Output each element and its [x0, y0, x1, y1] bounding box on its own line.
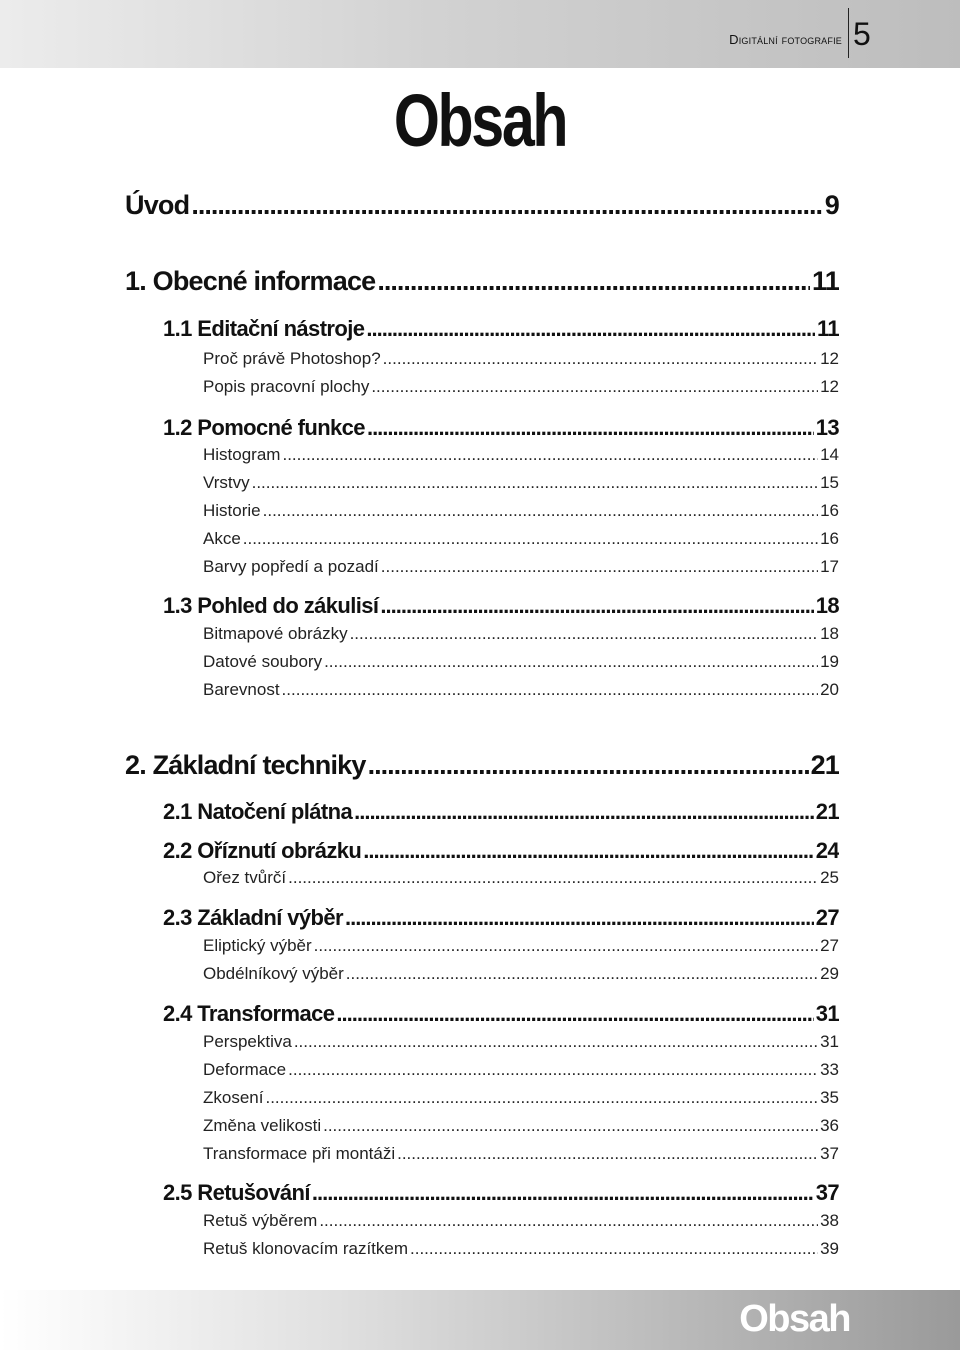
toc-entry-page: 16: [820, 501, 839, 520]
toc-entry-label: 1.3 Pohled do zákulisí: [163, 593, 379, 618]
toc-subsection: [203, 936, 839, 956]
page-number: 5: [853, 16, 871, 52]
toc-leader-dots: [367, 415, 814, 441]
toc-subsection: [203, 1144, 839, 1164]
toc-entry-page: 27: [815, 905, 839, 930]
toc-entry-label: Změna velikosti: [203, 1116, 322, 1135]
toc-entry-label: Perspektiva: [203, 1032, 292, 1051]
toc-subsection: [203, 1032, 839, 1052]
toc-entry-label: Retuš klonovacím razítkem: [203, 1239, 409, 1258]
toc-subsection: [203, 1211, 839, 1231]
toc-leader-dots: [324, 652, 818, 672]
toc-subsection: [203, 349, 839, 369]
toc-chapter: [125, 266, 839, 297]
toc-leader-dots: [243, 529, 818, 549]
toc-subsection: [203, 1239, 839, 1259]
toc-entry-label: 2.1 Natočení plátna: [163, 799, 353, 824]
toc-entry-page: 27: [820, 936, 839, 955]
toc-entry-label: Proč právě Photoshop?: [203, 349, 381, 368]
toc-entry-label: Historie: [203, 501, 261, 520]
toc-leader-dots: [252, 473, 818, 493]
toc-entry-page: 33: [820, 1060, 839, 1079]
toc-entry-page: 15: [820, 473, 839, 492]
toc-leader-dots: [350, 624, 819, 644]
toc-leader-dots: [288, 868, 818, 888]
toc-section: [163, 905, 839, 931]
toc-leader-dots: [336, 1001, 813, 1027]
toc-section: [163, 838, 839, 864]
toc-entry-page: 29: [820, 964, 839, 983]
toc-entry-page: 35: [820, 1088, 839, 1107]
toc-leader-dots: [410, 1239, 818, 1259]
toc-entry-page: 18: [815, 593, 839, 618]
toc-entry-label: Transformace při montáži: [203, 1144, 396, 1163]
toc-chapter: [125, 190, 839, 221]
toc-leader-dots: [354, 799, 814, 825]
toc-leader-dots: [282, 445, 818, 465]
toc-entry-page: 11: [816, 316, 839, 341]
toc-section: [163, 593, 839, 619]
toc-subsection: [203, 557, 839, 577]
toc-entry-label: Deformace: [203, 1060, 287, 1079]
toc-entry-page: 24: [815, 838, 839, 863]
toc-leader-dots: [380, 593, 813, 619]
toc-subsection: [203, 1060, 839, 1080]
toc-entry-label: Barvy popředí a pozadí: [203, 557, 379, 576]
toc-entry-page: 37: [820, 1144, 839, 1163]
toc-entry-label: Datové soubory: [203, 652, 323, 671]
toc-section: [163, 799, 839, 825]
toc-leader-dots: [377, 266, 810, 297]
toc-section: [163, 316, 839, 342]
toc-entry-label: 2.2 Oříznutí obrázku: [163, 838, 362, 863]
header-divider: [848, 8, 849, 58]
footer-section-title: Obsah: [739, 1298, 850, 1340]
toc-leader-dots: [346, 964, 818, 984]
toc-subsection: [203, 1088, 839, 1108]
toc-section: [163, 1001, 839, 1027]
running-title: Digitální fotografie: [729, 32, 842, 47]
toc-section: [163, 1180, 839, 1206]
toc-leader-dots: [294, 1032, 818, 1052]
toc-entry-page: 25: [820, 868, 839, 887]
toc-subsection: [203, 529, 839, 549]
toc-entry-label: Úvod: [125, 190, 190, 220]
toc-entry-label: Obdélníkový výběr: [203, 964, 344, 983]
toc-entry-label: 1. Obecné informace: [125, 266, 376, 296]
toc-entry-page: 14: [820, 445, 839, 464]
toc-leader-dots: [265, 1088, 818, 1108]
toc-subsection: [203, 868, 839, 888]
toc-entry-page: 17: [820, 557, 839, 576]
toc-entry-page: 36: [820, 1116, 839, 1135]
toc-entry-page: 9: [824, 190, 839, 220]
toc-entry-page: 20: [820, 680, 839, 699]
toc-leader-dots: [345, 905, 814, 931]
toc-subsection: [203, 473, 839, 493]
toc-leader-dots: [363, 838, 813, 864]
toc-subsection: [203, 652, 839, 672]
toc-leader-dots: [263, 501, 818, 521]
toc-entry-label: Popis pracovní plochy: [203, 377, 370, 396]
toc-chapter: [125, 750, 839, 781]
toc-leader-dots: [312, 1180, 814, 1206]
toc-entry-page: 19: [820, 652, 839, 671]
page-title: Obsah: [393, 79, 567, 162]
toc-entry-label: Zkosení: [203, 1088, 264, 1107]
toc-leader-dots: [282, 680, 819, 700]
toc-entry-page: 12: [820, 377, 839, 396]
toc-entry-page: 11: [812, 266, 839, 296]
toc-entry-label: Eliptický výběr: [203, 936, 312, 955]
toc-entry-label: 1.2 Pomocné funkce: [163, 415, 365, 440]
toc-entry-page: 31: [820, 1032, 839, 1051]
toc-leader-dots: [381, 557, 818, 577]
toc-leader-dots: [366, 316, 815, 342]
toc-entry-label: Vrstvy: [203, 473, 250, 492]
toc-subsection: [203, 501, 839, 521]
toc-subsection: [203, 1116, 839, 1136]
toc-entry-page: 12: [820, 349, 839, 368]
toc-entry-page: 21: [815, 799, 839, 824]
toc-entry-page: 16: [820, 529, 839, 548]
toc-subsection: [203, 445, 839, 465]
toc-entry-label: 2. Základní techniky: [125, 750, 366, 780]
toc-entry-page: 18: [820, 624, 839, 643]
toc-entry-page: 38: [820, 1211, 839, 1230]
toc-leader-dots: [371, 377, 818, 397]
toc-entry-page: 37: [815, 1180, 839, 1205]
toc-leader-dots: [323, 1116, 818, 1136]
toc-entry-label: 1.1 Editační nástroje: [163, 316, 365, 341]
toc-leader-dots: [397, 1144, 818, 1164]
toc-entry-label: Barevnost: [203, 680, 280, 699]
toc-entry-label: Retuš výběrem: [203, 1211, 318, 1230]
toc-entry-label: 2.3 Základní výběr: [163, 905, 343, 930]
toc-entry-page: 39: [820, 1239, 839, 1258]
toc-entry-label: 2.4 Transformace: [163, 1001, 335, 1026]
toc-entry-label: Histogram: [203, 445, 281, 464]
toc-leader-dots: [383, 349, 818, 369]
toc-subsection: [203, 624, 839, 644]
toc-leader-dots: [288, 1060, 818, 1080]
toc-leader-dots: [319, 1211, 818, 1231]
toc-entry-label: Ořez tvůrčí: [203, 868, 287, 887]
toc-subsection: [203, 680, 839, 700]
toc-entry-page: 13: [815, 415, 839, 440]
toc-subsection: [203, 377, 839, 397]
toc-entry-label: Akce: [203, 529, 241, 548]
toc-leader-dots: [314, 936, 818, 956]
toc-leader-dots: [368, 750, 809, 781]
toc-subsection: [203, 964, 839, 984]
toc-section: [163, 415, 839, 441]
toc-entry-page: 21: [810, 750, 839, 780]
toc-entry-label: Bitmapové obrázky: [203, 624, 348, 643]
toc-entry-label: 2.5 Retušování: [163, 1180, 310, 1205]
toc-leader-dots: [191, 190, 822, 221]
toc-entry-page: 31: [815, 1001, 839, 1026]
